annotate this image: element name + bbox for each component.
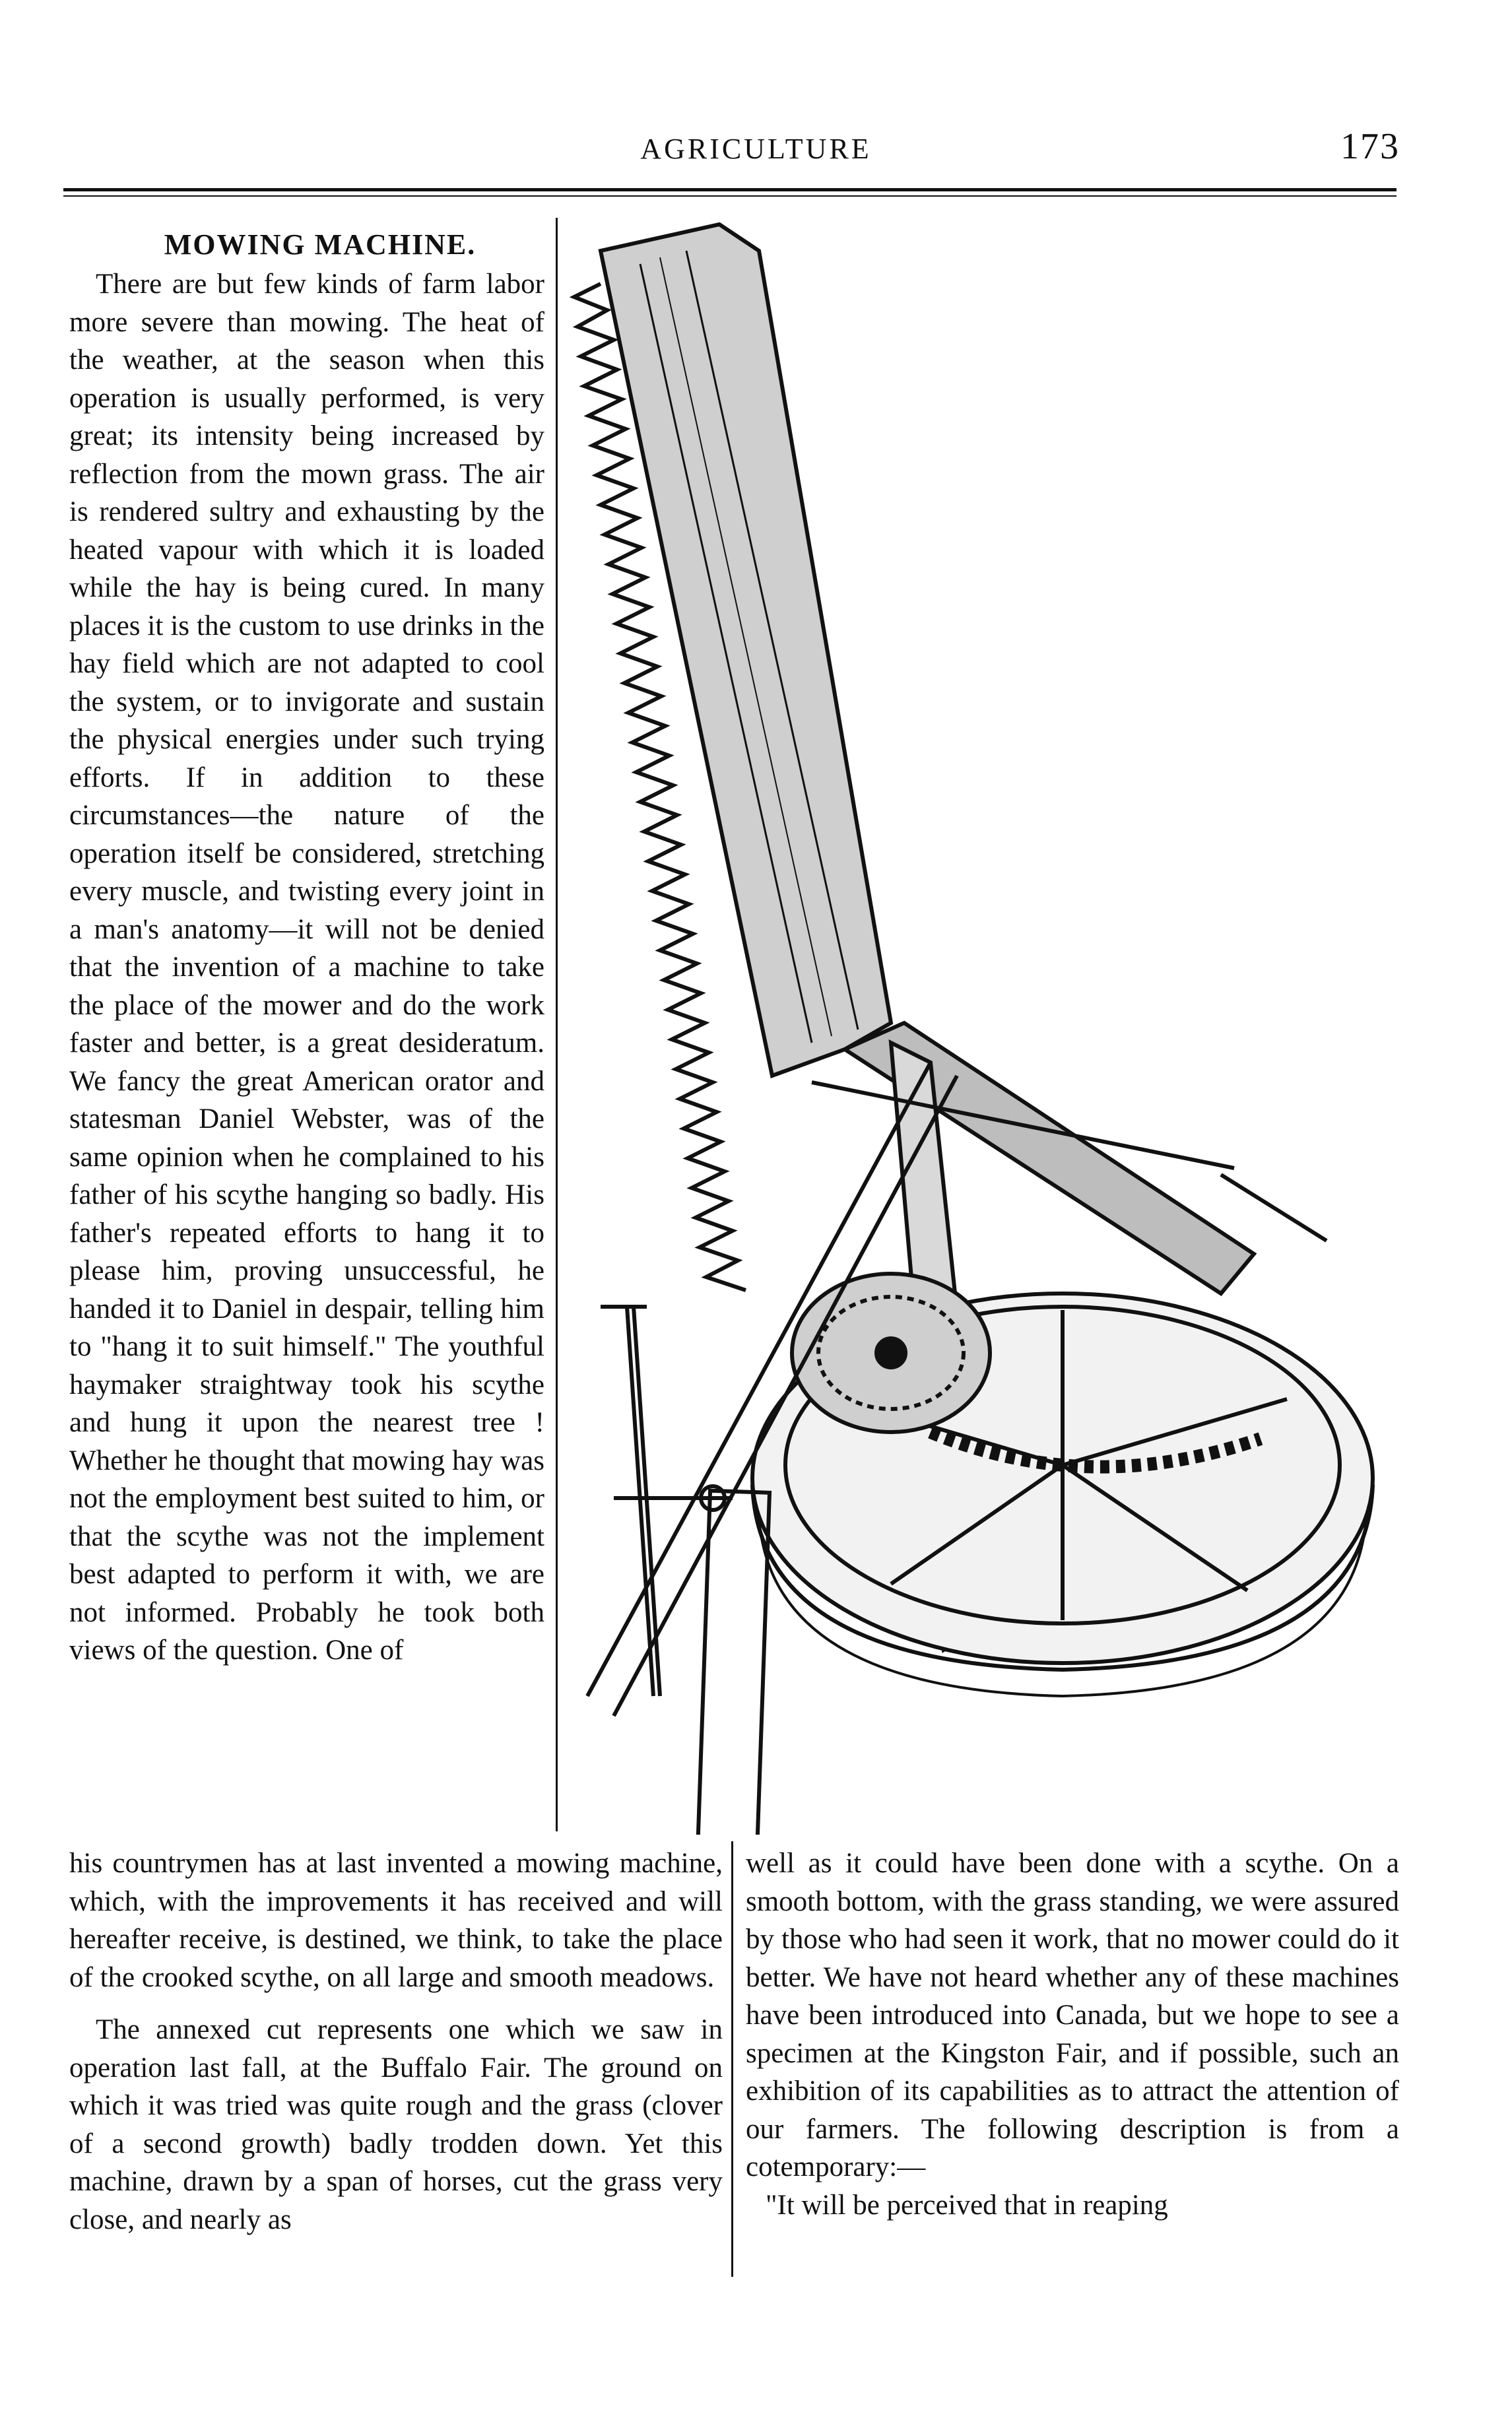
- left-column-top: [69, 224, 544, 1670]
- running-title: AGRICULTURE: [640, 133, 872, 165]
- header-rule-thick: [63, 188, 1397, 191]
- right-column-bottom: [746, 1845, 1399, 2224]
- left-column-bottom: [69, 1845, 723, 2239]
- right-column-quote: "It will be perceived that in reaping: [766, 2189, 1168, 2221]
- header-rule-thin: [63, 195, 1397, 197]
- running-head: [0, 125, 1512, 172]
- left-column-paragraph: There are but few kinds of farm labor more severe than mowing. The heat of the weather, at the season when this operation is usually performed, is very great; its intensity being increased by reflection from the mown grass. The air is rendered sultry and exhausting by the heated vapour with which it is loaded while the hay is being cured. In many places it is the custom to use drinks in the hay field which are not adapted to cool the system, or to invigorate and sustain the physical energies under such trying efforts. If in addition to these circumstances—the nature of the operation itself be considered, stretching every muscle, and twisting every joint in a man's anatomy—it will not be denied that the invention of a machine to take the place of the mower and do the work faster and better, is a great desideratum. We fancy the great American orator and statesman Daniel Webster, was of the same opinion when he complained to his father of his scythe hanging so badly. His father's repeated efforts to hang it to please him, proving unsuccessful, he handed it to Daniel in despair, telling him to "hang it to suit himself." The youthful haymaker straightway took his scythe and hung it upon the nearest tree ! Whether he thought that mowing hay was not the employment best suited to him, or that the scythe was not the implement best adapted to perform it with, we are not informed. Probably he took both views of the question. One of: [69, 269, 544, 1666]
- column-divider-left: [556, 218, 558, 1831]
- right-column-paragraph: well as it could have been done with a scythe. On a smooth bottom, with the grass standing, we were assured by those who had seen it work, that no mower could do it better. We have not heard whether any of these machines have been introduced into Canada, but we hope to see a specimen at the Kingston Fair, and if possible, such an exhibition of its capabilities as to attract the attention of our farmers. The following description is from a cotemporary:—: [746, 1848, 1399, 2182]
- left-bottom-paragraph-2: The annexed cut represents one which we saw in operation last fall, at the Buffalo Fair. The ground on which it was tried was quite rough and the grass (clover of a second growth) badly trodden down. Yet this machine, drawn by a span of horses, cut the grass very close, and nearly as: [69, 2014, 723, 2235]
- mowing-machine-illustration: [561, 211, 1399, 1835]
- article-title: MOWING MACHINE.: [164, 228, 477, 261]
- left-bottom-paragraph-1: his countrymen has at last invented a mowing machine, which, with the improvements it has received and will hereafter receive, is destined, we think, to take the place of the crooked scythe, on all large and smooth meadows.: [69, 1848, 723, 1993]
- page-number: 173: [1340, 126, 1400, 167]
- column-divider-middle: [731, 1841, 733, 2277]
